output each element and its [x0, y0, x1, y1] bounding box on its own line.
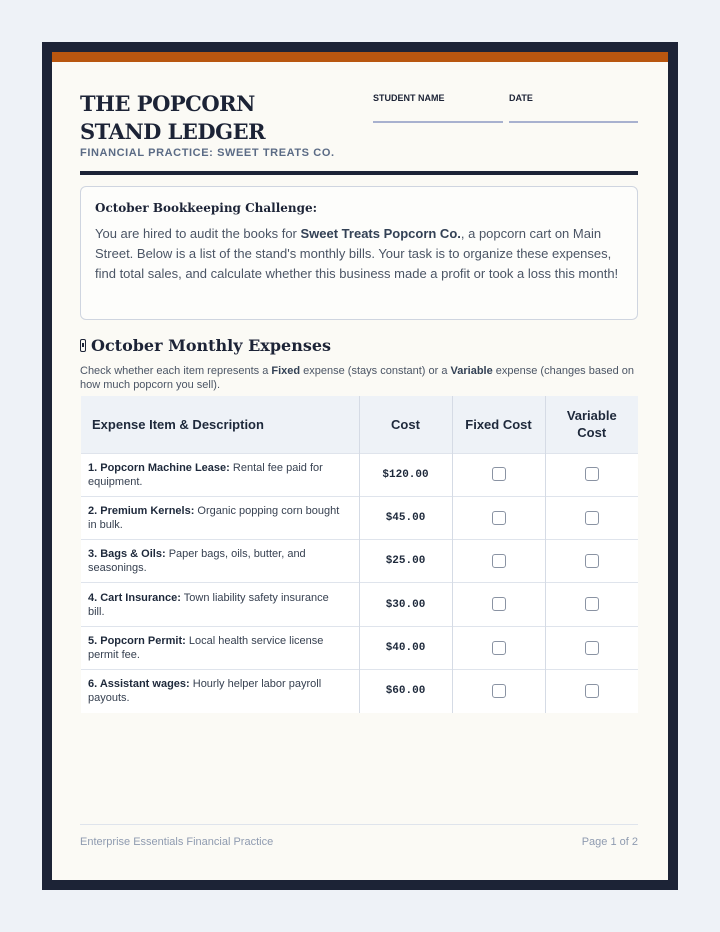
desc-part-1: Check whether each item represents a [80, 365, 272, 377]
variable-checkbox[interactable] [585, 511, 599, 525]
header-fixed-cost: Fixed Cost [452, 396, 545, 453]
date-label: DATE [509, 93, 533, 103]
intro-text-start: You are hired to audit the books for [95, 226, 301, 241]
expense-name: 2. Premium Kernels: [88, 504, 195, 517]
expense-description [81, 496, 359, 539]
fixed-cell [452, 540, 545, 583]
student-name-field[interactable] [373, 121, 503, 123]
expense-name: 4. Cart Insurance: [88, 591, 181, 604]
expense-detail: Rental fee paid for equipment. [88, 461, 323, 488]
fixed-checkbox[interactable] [492, 554, 506, 568]
expense-cost: $45.00 [359, 496, 452, 539]
fixed-checkbox[interactable] [492, 511, 506, 525]
fixed-cell [452, 496, 545, 539]
footer-left: Enterprise Essentials Financial Practice [80, 836, 274, 848]
desc-part-2: expense (stays constant) or a [300, 365, 451, 377]
header-divider [80, 171, 638, 175]
expense-description [81, 669, 359, 712]
header-cost: Cost [359, 396, 452, 453]
expense-cost: $120.00 [359, 453, 452, 496]
fixed-cell [452, 669, 545, 712]
page-frame [42, 42, 678, 890]
table-row [81, 453, 638, 496]
variable-cell [545, 496, 638, 539]
expense-name: 1. Popcorn Machine Lease: [88, 461, 230, 474]
clipboard-icon [80, 339, 86, 352]
expense-detail: Town liability safety insurance bill. [88, 591, 329, 618]
fixed-word: Fixed [271, 365, 301, 377]
expense-detail: Paper bags, oils, butter, and seasonings. [88, 548, 306, 575]
variable-checkbox[interactable] [585, 641, 599, 655]
page-title: THE POPCORN STAND LEDGER [80, 91, 266, 144]
page-subtitle: FINANCIAL PRACTICE: SWEET TREATS CO. [80, 147, 335, 159]
variable-cell [545, 626, 638, 669]
fixed-cell [452, 453, 545, 496]
expense-cost: $60.00 [359, 669, 452, 712]
expense-cost: $30.00 [359, 583, 452, 626]
fixed-checkbox[interactable] [492, 597, 506, 611]
accent-bar [52, 52, 668, 62]
variable-word: Variable [450, 365, 493, 377]
table-row [81, 583, 638, 626]
fixed-checkbox[interactable] [492, 684, 506, 698]
desc-part-3: expense (changes based on how much popcorn you sell). [80, 365, 635, 391]
expense-description [81, 540, 359, 583]
intro-text [95, 224, 623, 284]
expense-detail: Hourly helper labor payroll payouts. [88, 678, 322, 705]
date-field[interactable] [509, 121, 638, 123]
expense-name: 3. Bags & Oils: [88, 548, 166, 561]
expense-description [81, 626, 359, 669]
table-row [81, 669, 638, 712]
intro-text-end: , a popcorn cart on Main Street. Below is a list of the stand's monthly bills. Your task is to organize these expenses, find total sales, and calculate whether this business made a profit or took a loss this month! [95, 226, 619, 281]
header-expense-item: Expense Item & Description [81, 396, 359, 453]
expense-cost: $40.00 [359, 626, 452, 669]
footer-divider [80, 824, 638, 825]
variable-checkbox[interactable] [585, 684, 599, 698]
fixed-cell [452, 583, 545, 626]
expense-name: 6. Assistant wages: [88, 678, 190, 691]
company-name: Sweet Treats Popcorn Co. [300, 226, 461, 241]
expense-description [81, 583, 359, 626]
intro-box [80, 186, 638, 320]
section-title: October Monthly Expenses [91, 336, 332, 355]
variable-checkbox[interactable] [585, 597, 599, 611]
expense-detail: Organic popping corn bought in bulk. [88, 504, 340, 531]
variable-checkbox[interactable] [585, 554, 599, 568]
header-variable-cost: Variable Cost [545, 396, 638, 453]
variable-cell [545, 583, 638, 626]
section-heading [80, 336, 331, 355]
intro-heading: October Bookkeeping Challenge: [95, 201, 318, 215]
expense-cost: $25.00 [359, 540, 452, 583]
variable-cell [545, 453, 638, 496]
variable-cell [545, 669, 638, 712]
table-row [81, 496, 638, 539]
expense-name: 5. Popcorn Permit: [88, 634, 186, 647]
expense-description [81, 453, 359, 496]
table-row [81, 540, 638, 583]
worksheet-page [52, 52, 668, 880]
fixed-cell [452, 626, 545, 669]
table-header-row [81, 396, 638, 453]
section-description [80, 364, 640, 392]
student-name-label: STUDENT NAME [373, 93, 445, 103]
fixed-checkbox[interactable] [492, 641, 506, 655]
expense-table [81, 396, 638, 713]
fixed-checkbox[interactable] [492, 467, 506, 481]
expense-detail: Local health service license permit fee. [88, 634, 324, 661]
variable-cell [545, 540, 638, 583]
page-number: Page 1 of 2 [581, 836, 638, 848]
table-row [81, 626, 638, 669]
variable-checkbox[interactable] [585, 467, 599, 481]
